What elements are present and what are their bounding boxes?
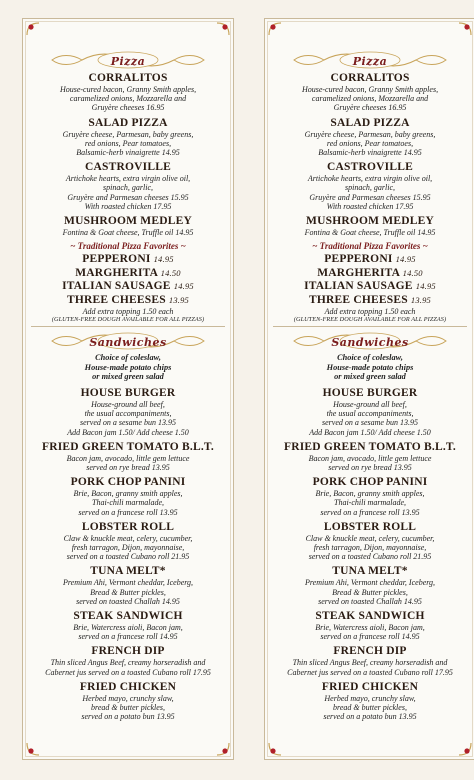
item-name: [29, 294, 227, 308]
item-name-text: TUNA MELT*: [90, 565, 166, 578]
menu-content: [29, 50, 227, 725]
item-description: Thin sliced Angus Beef, creamy horseradish and: [50, 658, 206, 668]
item-description: bread & butter pickles,: [333, 703, 407, 712]
menu-item: [271, 565, 469, 606]
item-price: 14.50: [402, 267, 423, 278]
item-description: red onions, Pear tomatoes,: [84, 138, 172, 148]
item-name: [29, 267, 227, 281]
item-description: served on a potato bun 13.95: [81, 712, 175, 722]
item-description: Bacon jam, avocado, little gem lettuce: [308, 453, 432, 463]
choice-line: Choice of coleslaw,: [337, 353, 403, 363]
item-description: caramelized onions, Mozzarella and: [311, 94, 429, 104]
corner-ornament-icon: [26, 22, 40, 36]
item-name: [271, 267, 469, 281]
section-banner: [284, 50, 456, 70]
menu-item: [271, 610, 469, 641]
item-price: 14.95: [173, 281, 194, 292]
menu-content: [271, 50, 469, 725]
topping-note: Add extra topping 1.50 each: [324, 307, 416, 317]
corner-ornament-icon: [216, 742, 230, 756]
item-name-text: PEPPERONI: [324, 253, 393, 266]
item-name-text: ITALIAN SAUSAGE: [304, 280, 413, 293]
item-name: [29, 521, 227, 534]
menu-panel-left: [22, 18, 234, 760]
item-name: [271, 645, 469, 658]
item-description: Brie, Bacon, granny smith apples,: [73, 489, 183, 499]
menu-item: [271, 645, 469, 676]
corner-ornament-icon: [216, 22, 230, 36]
traditional-list: [29, 253, 227, 307]
item-name-text: MARGHERITA: [75, 266, 158, 279]
item-description: Herbed mayo, crunchy slaw,: [82, 693, 174, 703]
item-description: served on a potato bun 13.95: [323, 712, 417, 722]
section-banner: [42, 331, 214, 351]
item-name-text: MARGHERITA: [317, 266, 400, 279]
item-name: [29, 387, 227, 400]
item-name: [29, 610, 227, 623]
menu-item: [29, 476, 227, 517]
item-price: 14.95: [153, 254, 174, 265]
sandwich-choice: [271, 353, 469, 382]
menu-item: [29, 645, 227, 676]
sandwich-choice: [29, 353, 227, 382]
item-name-text: FRIED GREEN TOMATO B.L.T.: [284, 440, 456, 453]
item-name-text: CORRALITOS: [88, 72, 168, 84]
item-description: Brie, Watercress aioli, Bacon jam,: [315, 622, 425, 632]
item-description: House-ground all beef,: [333, 399, 407, 409]
item-description: Gruyère cheese, Parmesan, baby greens,: [304, 129, 436, 139]
item-description: fresh tarragon, Dijon, mayonnaise,: [71, 542, 185, 552]
section-title: Pizza: [352, 55, 388, 68]
item-name: [29, 565, 227, 578]
menu-item: [271, 521, 469, 562]
item-description: House-ground all beef,: [91, 399, 165, 409]
item-price: 13.95: [410, 294, 431, 305]
corner-ornament-icon: [268, 22, 282, 36]
item-description: Fontina & Goat cheese, Truffle oil 14.95: [62, 228, 194, 238]
traditional-list: [271, 253, 469, 307]
item-description: House-cured bacon, Granny Smith apples,: [59, 85, 197, 94]
item-name: [29, 215, 227, 228]
menu-item: [29, 681, 227, 722]
item-description: Add Bacon jam 1.50/ Add cheese 1.50: [67, 427, 189, 437]
menu-item: [271, 72, 469, 113]
menu-item: [271, 117, 469, 158]
item-name-text: STEAK SANDWICH: [73, 609, 183, 622]
item-description: served on a francese roll 14.95: [320, 632, 420, 642]
item-description: Premium Ahi, Vermont cheddar, Iceberg,: [304, 578, 436, 588]
menu-panel-right: [264, 18, 474, 760]
item-name: [29, 441, 227, 454]
choice-line: or mixed green salad: [92, 372, 164, 382]
item-name-text: STEAK SANDWICH: [315, 609, 425, 622]
item-name: [271, 215, 469, 228]
menu-item: [271, 441, 469, 472]
item-price: 14.95: [395, 254, 416, 265]
item-name: [271, 387, 469, 400]
menu-item: [29, 610, 227, 641]
item-description: spinach, garlic,: [345, 183, 395, 193]
item-name-text: ITALIAN SAUSAGE: [62, 280, 171, 293]
item-name-text: HOUSE BURGER: [80, 386, 176, 399]
item-description: Gruyère and Parmesan cheeses 15.95: [67, 192, 189, 202]
item-name-text: LOBSTER ROLL: [323, 520, 417, 533]
gluten-free-note: (GLUTEN-FREE DOUGH AVAILABLE FOR ALL PIZZAS): [31, 316, 225, 327]
section-banner: [284, 331, 456, 351]
choice-line: Choice of coleslaw,: [95, 353, 161, 363]
menu-item: [29, 117, 227, 158]
item-description: served on a sesame bun 13.95: [322, 418, 418, 428]
gluten-free-note: (GLUTEN-FREE DOUGH AVAILABLE FOR ALL PIZZAS): [273, 316, 467, 327]
item-description: Gruyère cheeses 16.95: [333, 103, 407, 113]
item-description: House-cured bacon, Granny Smith apples,: [301, 85, 439, 94]
item-description: Brie, Watercress aioli, Bacon jam,: [73, 622, 183, 632]
section-title: Pizza: [110, 55, 146, 68]
menu-item: [271, 215, 469, 237]
menu-item: [271, 681, 469, 722]
item-description: the usual accompaniments,: [326, 409, 414, 419]
choice-line: or mixed green salad: [334, 372, 406, 382]
item-description: served on a francese roll 13.95: [78, 507, 178, 517]
menu-item: [271, 161, 469, 211]
item-name: [271, 117, 469, 130]
item-name-text: MUSHROOM MEDLEY: [306, 215, 434, 228]
item-description: Cabernet jus served on a toasted Cubano roll 17.95: [45, 667, 211, 677]
item-name-text: PEPPERONI: [82, 253, 151, 266]
menu-item: [29, 72, 227, 113]
item-description: served on a toasted Cubano roll 21.95: [66, 552, 190, 562]
item-name: [29, 681, 227, 694]
item-price: 13.95: [168, 294, 189, 305]
item-name-text: CORRALITOS: [330, 72, 410, 84]
item-price: 14.50: [160, 267, 181, 278]
item-name: [29, 72, 227, 85]
item-description: Add Bacon jam 1.50/ Add cheese 1.50: [309, 427, 431, 437]
item-description: Herbed mayo, crunchy slaw,: [324, 693, 416, 703]
item-description: Gruyère cheese, Parmesan, baby greens,: [62, 129, 194, 139]
menu-item: [29, 565, 227, 606]
menu-item: [29, 521, 227, 562]
traditional-heading: ~ Traditional Pizza Favorites ~: [312, 241, 428, 252]
item-name-text: SALAD PIZZA: [88, 116, 168, 129]
item-name: [29, 117, 227, 130]
menu-item: [29, 441, 227, 472]
item-name: [271, 521, 469, 534]
item-description: Artichoke hearts, extra virgin olive oil,: [307, 174, 433, 184]
item-name: [29, 161, 227, 174]
item-description: With roasted chicken 17.95: [326, 201, 414, 211]
item-description: Balsamic-herb vinaigrette 14.95: [318, 148, 422, 158]
item-description: the usual accompaniments,: [84, 409, 172, 419]
section-banner: [42, 50, 214, 70]
item-name: [29, 476, 227, 489]
item-name-text: THREE CHEESES: [67, 293, 166, 306]
item-price: 14.95: [415, 281, 436, 292]
item-description: Bacon jam, avocado, little gem lettuce: [66, 453, 190, 463]
item-description: Bread & Butter pickles,: [90, 587, 166, 597]
item-description: Balsamic-herb vinaigrette 14.95: [76, 148, 180, 158]
choice-line: House-made potato chips: [326, 362, 414, 372]
item-name: [271, 294, 469, 308]
item-name: [271, 161, 469, 174]
menu-item: [271, 387, 469, 437]
item-name-text: SALAD PIZZA: [330, 116, 410, 129]
item-description: Brie, Bacon, granny smith apples,: [315, 489, 425, 499]
item-name: [271, 681, 469, 694]
item-description: fresh tarragon, Dijon, mayonnaise,: [313, 542, 427, 552]
item-name-text: FRENCH DIP: [333, 645, 407, 658]
item-name: [271, 441, 469, 454]
item-description: Gruyère and Parmesan cheeses 15.95: [309, 192, 431, 202]
item-description: served on a francese roll 13.95: [320, 507, 420, 517]
menu-item: [29, 387, 227, 437]
item-name-text: FRIED CHICKEN: [79, 680, 177, 693]
item-name-text: FRENCH DIP: [91, 645, 165, 658]
item-description: spinach, garlic,: [103, 183, 153, 193]
item-description: Claw & knuckle meat, celery, cucumber,: [63, 533, 193, 543]
item-name-text: CASTROVILLE: [85, 161, 171, 174]
item-description: Artichoke hearts, extra virgin olive oil,: [65, 174, 191, 184]
item-name: [29, 645, 227, 658]
item-description: Cabernet jus served on a toasted Cubano roll 17.95: [287, 667, 453, 677]
item-description: Thin sliced Angus Beef, creamy horseradish and: [292, 658, 448, 668]
item-description: Premium Ahi, Vermont cheddar, Iceberg,: [62, 578, 194, 588]
corner-ornament-icon: [268, 742, 282, 756]
menu-item: [271, 476, 469, 517]
item-description: served on rye bread 13.95: [86, 462, 170, 472]
item-name-text: LOBSTER ROLL: [81, 520, 175, 533]
item-name-text: MUSHROOM MEDLEY: [64, 215, 192, 228]
item-description: Thai-chili marmalade,: [334, 498, 406, 508]
item-name: [271, 610, 469, 623]
item-name-text: PORK CHOP PANINI: [70, 476, 186, 489]
item-name-text: TUNA MELT*: [332, 565, 408, 578]
item-name-text: HOUSE BURGER: [322, 386, 418, 399]
corner-ornament-icon: [458, 742, 472, 756]
item-description: Bread & Butter pickles,: [332, 587, 408, 597]
item-description: red onions, Pear tomatoes,: [326, 138, 414, 148]
item-description: served on a francese roll 14.95: [78, 632, 178, 642]
menu-item: [29, 161, 227, 211]
item-name: [271, 72, 469, 85]
corner-ornament-icon: [26, 742, 40, 756]
section-title: Sandwiches: [89, 336, 167, 350]
item-name: [271, 476, 469, 489]
item-description: served on toasted Challah 14.95: [76, 596, 180, 606]
item-description: served on toasted Challah 14.95: [318, 596, 422, 606]
item-name: [271, 253, 469, 267]
item-name: [29, 253, 227, 267]
item-description: served on a toasted Cubano roll 21.95: [308, 552, 432, 562]
item-description: bread & butter pickles,: [91, 703, 165, 712]
item-description: caramelized onions, Mozzarella and: [69, 94, 187, 104]
item-description: Claw & knuckle meat, celery, cucumber,: [305, 533, 435, 543]
corner-ornament-icon: [458, 22, 472, 36]
item-description: Thai-chili marmalade,: [92, 498, 164, 508]
item-name-text: FRIED CHICKEN: [321, 680, 419, 693]
item-name-text: PORK CHOP PANINI: [312, 476, 428, 489]
item-name: [271, 280, 469, 294]
item-name-text: CASTROVILLE: [327, 161, 413, 174]
item-description: Fontina & Goat cheese, Truffle oil 14.95: [304, 228, 436, 238]
item-name-text: FRIED GREEN TOMATO B.L.T.: [42, 440, 214, 453]
choice-line: House-made potato chips: [84, 362, 172, 372]
item-name-text: THREE CHEESES: [309, 293, 408, 306]
item-description: served on a sesame bun 13.95: [80, 418, 176, 428]
item-description: With roasted chicken 17.95: [84, 201, 172, 211]
section-title: Sandwiches: [331, 336, 409, 350]
item-name: [29, 280, 227, 294]
topping-note: Add extra topping 1.50 each: [82, 307, 174, 317]
item-name: [271, 565, 469, 578]
item-description: Gruyère cheeses 16.95: [91, 103, 165, 113]
menu-item: [29, 215, 227, 237]
item-description: served on rye bread 13.95: [328, 462, 412, 472]
traditional-heading: ~ Traditional Pizza Favorites ~: [70, 241, 186, 252]
